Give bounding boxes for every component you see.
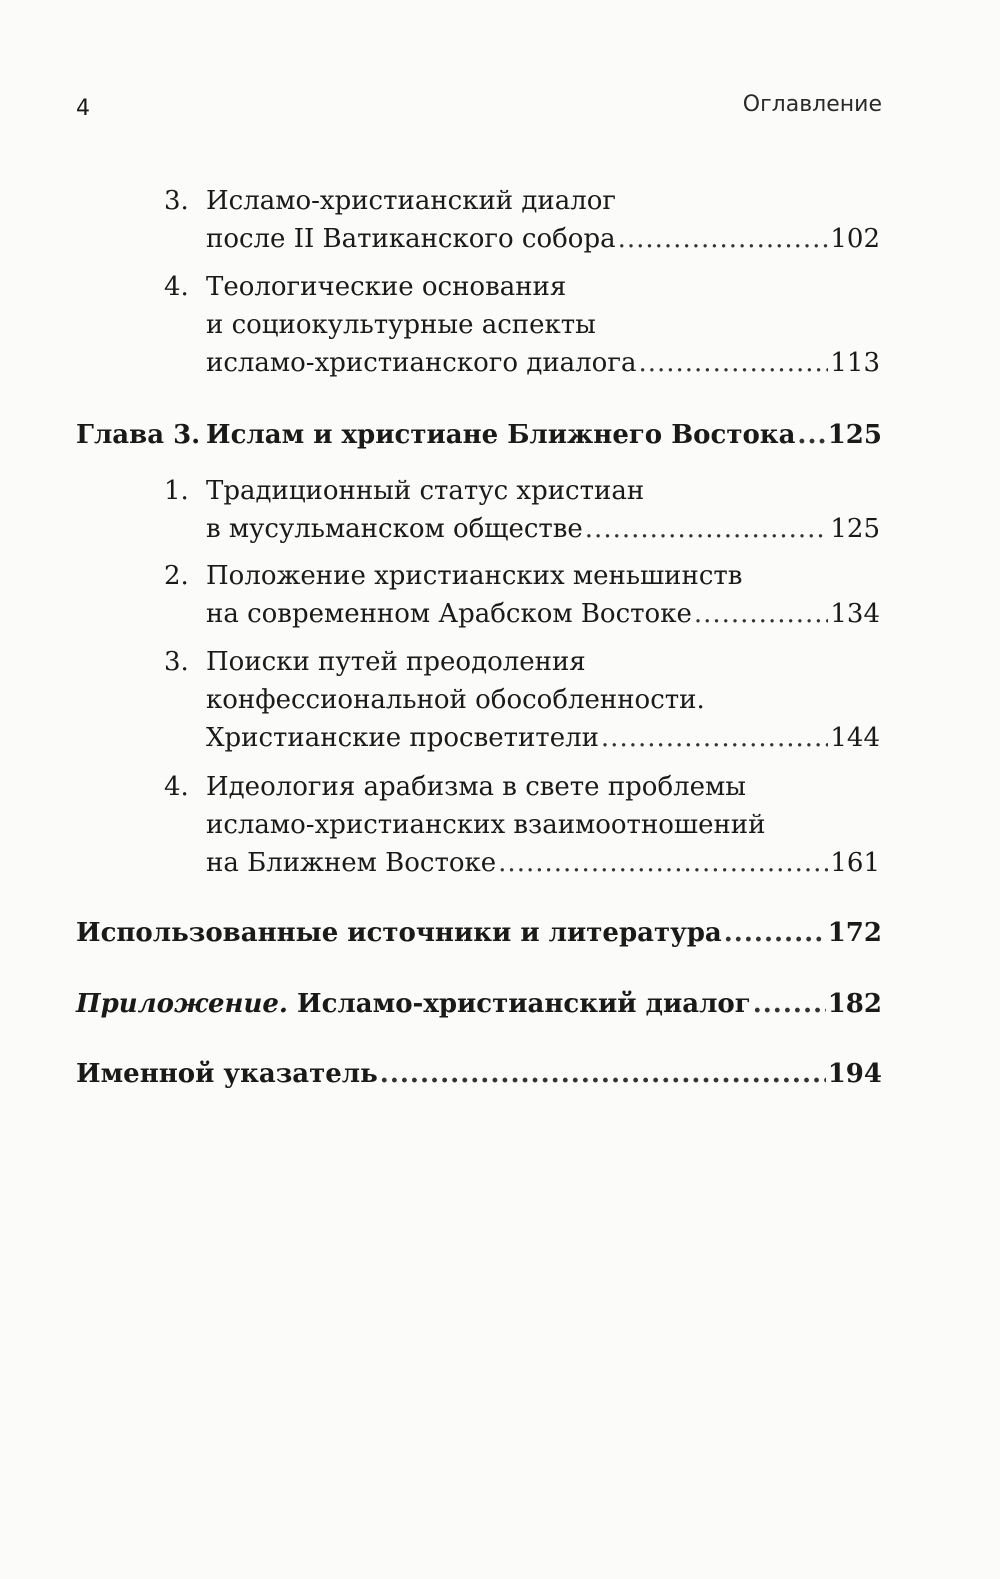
chapter-number: Глава 3. xyxy=(76,420,201,450)
title-last-line xyxy=(206,510,880,548)
title-last-line xyxy=(206,719,880,757)
page-header xyxy=(76,92,882,126)
page-ref: 144 xyxy=(830,723,880,753)
title-line: Теологические основания xyxy=(206,272,567,302)
title-last-line xyxy=(76,1055,882,1093)
title-last-line xyxy=(206,344,880,382)
title-last-line xyxy=(76,914,882,952)
title-line: Исламо-христианский диалог xyxy=(206,186,617,216)
title-line: и социокультурные аспекты xyxy=(206,310,596,340)
title-line: исламо-христианских взаимоотношений xyxy=(206,810,766,840)
title-last-line xyxy=(206,844,880,882)
section-number: 3. xyxy=(164,647,189,677)
page-ref: 161 xyxy=(830,848,880,878)
entry-title xyxy=(76,914,882,952)
section-number: 4. xyxy=(164,272,189,302)
dot-leader xyxy=(694,595,829,633)
dot-leader xyxy=(498,844,828,882)
title-last-line xyxy=(206,220,880,258)
dot-leader xyxy=(380,1055,826,1093)
title-line: Христианские просветители xyxy=(206,723,599,753)
page-ref: 172 xyxy=(827,918,882,948)
title-line: исламо-христианского диалога xyxy=(206,348,637,378)
section-title xyxy=(206,557,880,633)
title-line: Положение христианских меньшинств xyxy=(206,561,743,591)
page-ref: 102 xyxy=(830,224,880,254)
entry-title xyxy=(76,985,882,1023)
title-line: Ислам и христиане Ближнего Востока xyxy=(206,420,796,450)
title-line: в мусульманском обществе xyxy=(206,514,583,544)
page-number: 4 xyxy=(76,96,90,121)
title-line: Именной указатель xyxy=(76,1059,378,1089)
page-ref: 125 xyxy=(827,420,882,450)
section-title xyxy=(206,182,880,258)
section-title xyxy=(206,268,880,382)
title-line xyxy=(76,985,751,1023)
running-title: Оглавление xyxy=(742,92,882,117)
page-ref: 113 xyxy=(830,348,880,378)
section-number: 1. xyxy=(164,476,189,506)
title-last-line xyxy=(76,985,882,1023)
title-line: на современном Арабском Востоке xyxy=(206,599,692,629)
page-ref: 194 xyxy=(827,1059,882,1089)
entry-title xyxy=(76,1055,882,1093)
dot-leader xyxy=(797,416,825,454)
appendix-label: Приложение. xyxy=(76,989,288,1019)
title-line: после II Ватиканского собора xyxy=(206,224,616,254)
chapter-title xyxy=(206,416,882,454)
dot-leader xyxy=(753,985,826,1023)
title-line: Традиционный статус христиан xyxy=(206,476,645,506)
title-line: Идеология арабизма в свете проблемы xyxy=(206,772,746,802)
appendix-title: Исламо-христианский диалог xyxy=(297,989,751,1019)
page-ref: 125 xyxy=(830,514,880,544)
dot-leader xyxy=(638,344,828,382)
title-last-line xyxy=(206,595,880,633)
title-line: Поиски путей преодоления xyxy=(206,647,586,677)
dot-leader xyxy=(585,510,829,548)
dot-leader xyxy=(601,719,828,757)
dot-leader xyxy=(618,220,829,258)
page-ref: 182 xyxy=(827,989,882,1019)
section-number: 4. xyxy=(164,772,189,802)
section-title xyxy=(206,643,880,757)
section-title xyxy=(206,472,880,548)
title-line: Использованные источники и литература xyxy=(76,918,722,948)
title-last-line xyxy=(206,416,882,454)
section-number: 2. xyxy=(164,561,189,591)
dot-leader xyxy=(724,914,826,952)
section-number: 3. xyxy=(164,186,189,216)
section-title xyxy=(206,768,880,882)
title-line: на Ближнем Востоке xyxy=(206,848,497,878)
page-ref: 134 xyxy=(830,599,880,629)
title-line: конфессиональной обособленности. xyxy=(206,685,705,715)
